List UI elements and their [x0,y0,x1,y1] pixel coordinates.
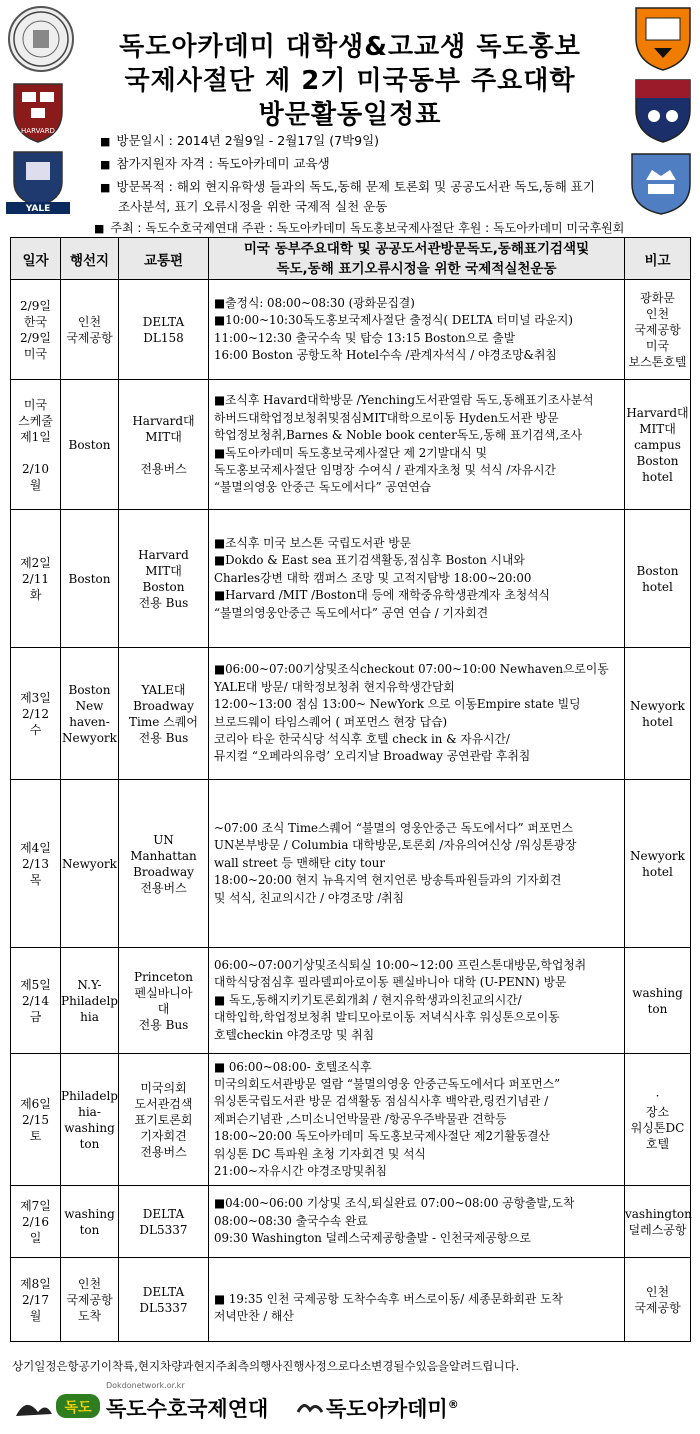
cell-note [625,280,691,380]
cell-activities-line: 미국의회도서관방문 열람 “불멸의영웅 안중근독도에서다 퍼포먼스” [214,1076,561,1091]
cell-note-line: 워싱톤DC [630,1120,685,1135]
cell-activities-line: 제퍼슨기념관 ,스미소니언박물관 /항공우주박물관 견학등 [214,1111,507,1126]
cell-note [625,780,691,948]
title-line-3: 방문활동일정표 [258,100,442,130]
cell-date-line: 화 [29,587,42,602]
cell-transport [119,1186,209,1258]
cell-transport-line: 기자회견 [140,1128,187,1143]
footer-site: Dokdonetwork.or.kr [106,1381,185,1390]
cell-route-line: Philadelp [61,993,118,1008]
cell-activities [209,1054,625,1186]
cell-note [625,380,691,510]
cell-note [625,1186,691,1258]
table-row [11,1186,691,1258]
cell-route-line: 국제공항 [66,1292,113,1307]
info-qualification: ■ 참가지원자 자격 : 독도아카데미 교육생 [100,156,330,171]
cell-date-line: 2/11 [22,571,49,586]
cell-date-line: 제3일 [20,690,51,705]
cell-route [61,1054,119,1186]
cell-date-line: 미국 [23,346,48,361]
cell-route [61,648,119,780]
cell-transport-line: MIT대 [145,563,182,578]
cell-date-line: 제1일 [20,429,51,444]
cell-route-line: New [75,698,104,713]
cell-activities-line [214,1273,618,1290]
cell-transport-line: DL158 [143,330,184,345]
shield-icon [6,148,70,214]
table-row [11,510,691,648]
cell-route-line: Boston [68,437,111,452]
cell-activities-line: 하버드대학업정보청취및점심MIT대학으로이동 Hyden도서관 방문 [214,410,559,425]
cell-note-line: Newyork [630,698,685,713]
cell-activities [209,510,625,648]
table-row [11,1054,691,1186]
cell-note [625,648,691,780]
header-date: 일자 [11,238,61,280]
cell-transport-line: DL5337 [139,1300,188,1315]
cell-note-line: campus [634,437,681,452]
cell-activities [209,948,625,1054]
cell-activities-line: wall street 등 맨해탄 city tour [214,855,386,870]
cell-date [11,1258,61,1342]
cell-transport-line: Time 스퀘어 [129,714,198,729]
cell-activities-line: 12:00~13:00 점심 13:00~ NewYork 으로 이동Empire state 빌딩 [214,697,581,712]
svg-text:HARVARD: HARVARD [21,127,55,135]
cell-date-line: 제8일 [20,1276,51,1291]
cell-route-line: Philadelp [61,1088,118,1103]
info-date: ■ 방문일시 : 2014년 2월9일 - 2월17일 (7박9일) [100,133,380,148]
cell-note-line: MIT대 [639,421,676,436]
yale-shield-logo [6,148,70,214]
cell-date [11,648,61,780]
dokdo-island-icon [12,1382,112,1422]
cell-note-line: washing [632,985,683,1000]
cell-activities-line: 호텔checkin 야경조망 및 취침 [214,1027,375,1042]
cell-activities-line: 코리아 타운 한국식당 석식후 호텔 check in & 자유시간/ [214,731,510,746]
cell-note-line: Harvard대 [626,405,689,420]
cell-transport-line: Boston [142,579,185,594]
cell-date-line: 한국 [23,314,48,329]
cell-transport-line: Broadway [133,864,194,879]
cell-note-line: 인천 [645,306,670,321]
cell-date [11,1186,61,1258]
cell-note-line: 미국 [645,338,670,353]
cell-transport [119,380,209,510]
header-note: 비고 [625,238,691,280]
cell-route [61,510,119,648]
cell-date-line: 2/17 [22,1292,49,1307]
svg-text:독도: 독도 [64,1400,92,1416]
cell-note-line: hotel [642,579,673,594]
cell-activities [209,380,625,510]
cell-transport [119,510,209,648]
cell-activities-line: ■ 독도,동해지키기토론회개최 / 현지유학생과의친교의시간/ [214,992,522,1007]
cell-date-line: 금 [29,1009,42,1024]
cell-activities-line: ■조식후 Havard대학방문 /Yenching도서관열람 독도,동해표기조사분석 [214,393,594,408]
cell-date-line: 제4일 [20,840,51,855]
cell-transport-line: 대 [157,1001,170,1016]
cell-route [61,948,119,1054]
wave-icon [296,1398,324,1416]
cell-activities-line: ■06:00~07:00기상및조식checkout 07:00~10:00 Newhaven으로이동 [214,662,609,677]
cell-activities-line: Charles강변 대학 캠퍼스 조망 및 고적지탐방 18:00~20:00 [214,570,532,585]
cell-date-line: 제6일 [20,1096,51,1111]
cell-transport [119,1054,209,1186]
cell-date [11,780,61,948]
cell-activities-line: YALE대 방문/ 대학정보청취 현지유학생간담회 [214,679,455,694]
cell-note-line: hotel [642,714,673,729]
cell-note [625,948,691,1054]
cell-transport-line: 펜실바니아 [134,985,193,1000]
bullet-icon: ■ [94,222,105,235]
cell-route-line: Newyork [62,856,117,871]
cell-activities-line: ■ 06:00~08:00- 호텔조식후 [214,1059,372,1074]
table-header-row [11,238,691,280]
cell-transport-line: DELTA [142,1284,185,1299]
cell-note-line: 국제공항 [634,322,681,337]
cell-transport-line: Harvard대 [132,413,195,428]
table-row [11,948,691,1054]
cell-route-line: Boston [68,571,111,586]
cell-route-line: 인천 [77,1276,102,1291]
cell-transport [119,1258,209,1342]
cell-activities-line: ■Dokdo & East sea 표기검색활동,점심후 Boston 시내와 [214,553,525,568]
cell-note-line: 광화문 [640,290,675,305]
cell-activities-line: 브로드웨이 타임스퀘어 ( 퍼포먼스 현장 답습) [214,714,448,729]
cell-date-line: 토 [29,1128,42,1143]
cell-date-line: 목 [29,872,42,887]
cell-date-line: 제2일 [20,555,51,570]
cell-date-line: 스케줄 [18,413,53,428]
shield-icon [628,150,694,216]
cell-note-line: hotel [642,864,673,879]
cell-date [11,510,61,648]
cell-date [11,380,61,510]
cell-route-line: hia [80,1009,99,1024]
footer-org1: 독도수호국제연대 [106,1397,269,1421]
cell-activities-line: ■10:00~10:30독도홍보국제사절단 출정식( DELTA 터미널 라운지) [214,313,574,328]
cell-transport-line: 전용 Bus [138,595,189,610]
cell-activities-line: 21:00~자유시간 야경조망및취침 [214,1164,387,1179]
cell-note-line: · [655,1088,660,1103]
cell-note-line: Newyork [630,848,685,863]
cell-date-line: 2/13 [22,856,49,871]
cell-note-line: 국제공항 [634,1300,681,1315]
table-row [11,780,691,948]
cell-activities-line: 18:00~20:00 독도아카데미 독도홍보국제사절단 제2기활동결산 [214,1129,550,1144]
cell-route-line: 국제공항 [66,330,113,345]
cell-note-line: ton [647,1001,668,1016]
cell-route-line: 도착 [77,1308,102,1323]
cell-route [61,280,119,380]
info-organizer: ■ 주최 : 독도수호국제연대 주관 : 독도아카데미 독도홍보국제사절단 후원 : 독도아카데미 미국후원회 [94,221,625,235]
cell-note-line: 보스톤호텔 [628,354,687,369]
cell-activities-line: 18:00~20:00 현지 뉴욕지역 현지언론 방송특파원들과의 기자회견 [214,873,562,888]
cell-date-line: 미국 [23,397,48,412]
bullet-icon: ■ [100,181,111,194]
cell-note-line: hotel [642,469,673,484]
cell-transport-line: Harvard [138,547,189,562]
table-row [11,280,691,380]
title-line-1: 독도아카데미 대학생&고교생 독도홍보 [119,32,581,62]
info-purpose-cont: 조사분석, 표기 오류시정을 위한 국제적 실천 운동 [118,199,388,214]
cell-activities-line: 대학입학,학업정보청취 발티모아로이동 저녁식사후 워싱톤으로이동 [214,1010,560,1025]
cell-activities-line: 09:30 Washington 덜레스국제공항출발 - 인천국제공항으로 [214,1231,531,1246]
svg-text:YALE: YALE [25,204,51,214]
cell-route [61,780,119,948]
cell-date-line: 2/10 [22,461,49,476]
cell-date-line: 월 [29,1308,42,1323]
cell-activities-line: ■조식후 미국 보스톤 국립도서관 방문 [214,535,412,550]
cell-activities-line: 11:00~12:30 출국수속 및 탑승 13:15 Boston으로 출발 [214,330,515,345]
cell-route-line: washing [64,1206,115,1221]
cell-activities [209,1186,625,1258]
cell-activities-line: ■Harvard /MIT /Boston대 등에 재학중유학생관계자 초청석식 [214,588,550,603]
cell-activities-line: 학업정보청취,Barnes & Noble book center독도,동해 표기검색,조사 [214,428,582,443]
cell-route-line: hia- [78,1104,101,1119]
cell-note-line: 덜레스공항 [628,1222,687,1237]
info-purpose: ■ 방문목적 : 해외 현지유학생 들과의 독도,동해 문제 토론회 및 공공도서관 독도,동해 표기 [100,179,595,194]
cell-activities-line: ■ 19:35 인천 국제공항 도착수속후 버스로이동/ 세종문화회관 도착 [214,1291,563,1306]
cell-transport-line: Broadway [133,698,194,713]
cell-activities [209,780,625,948]
cell-transport-line: 전용버스 [140,461,187,476]
cell-route-line: haven- [69,714,110,729]
title-line-2: 국제사절단 제 2기 미국동부 주요대학 [124,66,576,96]
cell-activities-line: 워싱톤국립도서관 방문 검색활동 점심식사후 백악관,링컨기념관 / [214,1094,549,1109]
cell-activities-line: 저녁만찬 / 해산 [214,1309,294,1324]
table-row [11,648,691,780]
cell-activities-line: 워싱톤 DC 특파원 초청 기자회견 및 석식 [214,1146,426,1161]
cell-activities [209,648,625,780]
cell-transport-line: 전용버스 [140,880,187,895]
cell-transport [119,648,209,780]
cell-activities-line: “불멸의영웅안중근 독도에서다” 공연 연습 / 기자회견 [214,605,489,620]
header-route: 행선지 [61,238,119,280]
cell-note [625,1054,691,1186]
cell-activities-line: “불멸의영웅 안중근 독도에서다” 공연연습 [214,480,432,495]
cell-note [625,510,691,648]
cell-date [11,948,61,1054]
cell-activities-line: 06:00~07:00기상및조식퇴실 10:00~12:00 프린스톤대방문,학업청취 [214,957,587,972]
cell-route-line: Boston [68,682,111,697]
cell-activities-line: 독도홍보국제사절단 임명장 수여식 / 관계자초청 및 석식 /자유시간 [214,462,556,477]
cell-route-line: N.Y- [77,977,102,992]
cell-activities-line: ■출정식: 08:00~08:30 (광화문집결) [214,295,415,310]
bullet-icon: ■ [100,158,111,171]
cell-transport-line: DL5337 [139,1222,188,1237]
cell-note-line: 인천 [645,1284,670,1299]
cell-transport-line [119,445,208,461]
cell-transport-line: YALE대 [141,682,186,697]
cell-activities-line: 16:00 Boston 공항도착 Hotel수속 /관계자석식 / 야경조망&취침 [214,347,557,362]
cell-activities-line: 대학식당점심후 필라델피아로이동 펜실바니아 대학 (U-PENN) 방문 [214,975,567,990]
schedule-table [10,237,691,1342]
cell-date [11,1054,61,1186]
cell-route [61,1186,119,1258]
cell-transport-line: DELTA [142,1206,185,1221]
cell-transport-line: DELTA [142,314,185,329]
cell-transport-line: 전용 Bus [138,730,189,745]
footer-logo-mark [12,1382,112,1422]
cell-date-line: 수 [29,722,42,737]
cell-note-line: Boston [636,453,679,468]
cell-route-line: washing [64,1120,115,1135]
cell-date-line: 2/9일 [20,330,51,345]
cell-date-line: 2/16 [22,1214,49,1229]
cell-transport [119,280,209,380]
cell-transport-line: Manhattan [130,848,197,863]
cell-route-line: ton [79,1222,100,1237]
cell-activities-line: UN본부방문 / Columbia 대학방문,토론회 /자유의여신상 /워싱톤광장 [214,838,577,853]
cell-route [61,380,119,510]
cell-note-line: 호텔 [645,1136,670,1151]
cell-activities-line: 08:00~08:30 출국수속 완료 [214,1213,368,1228]
cell-date-line: 2/15 [22,1112,49,1127]
cell-transport-line: Princeton [134,969,193,984]
cell-transport-line: 표기토론회 [134,1112,193,1127]
cell-activities-line: 및 석식, 친교의시간 / 야경조망 /취침 [214,890,404,905]
cell-activities [209,1258,625,1342]
cell-date-line: 2/12 [22,706,49,721]
footnote: 상기일정은항공기이착륙,현지차량과현지주최측의행사진행사정으로다소변경될수있음을알려드립니다. [12,1359,520,1373]
cell-activities-line: 뮤지컬 “오페라의유령’ 오리지날 Broadway 공연관람 후취침 [214,749,531,764]
cell-note-line: 장소 [645,1104,670,1119]
header-transport: 교통편 [119,238,209,280]
cell-activities-line: ■독도아카데미 독도홍보국제사절단 제 2기발대식 및 [214,445,487,460]
cell-transport-line: UN [153,832,174,847]
cell-transport-line: MIT대 [145,429,182,444]
cell-note-line: vashington [625,1206,692,1221]
cell-route [61,1258,119,1342]
cell-transport-line: 전용 Bus [138,1017,189,1032]
columbia-shield-logo [628,150,694,216]
cell-transport-line: 도서관검색 [134,1096,193,1111]
cell-date-line [11,445,60,461]
cell-route-line: 인천 [77,314,102,329]
cell-transport-line: 전용버스 [140,1144,187,1159]
cell-date-line: 2/9일 [20,298,51,313]
cell-activities-line: ~07:00 조식 Time스퀘어 “불멸의 영웅안중근 독도에서다” 퍼포먼스 [214,820,573,835]
cell-date-line: 일 [29,1230,42,1245]
table-row [11,380,691,510]
cell-date [11,280,61,380]
cell-date-line: 제5일 [20,977,51,992]
cell-transport [119,948,209,1054]
cell-transport-line: 미국의회 [140,1080,187,1095]
cell-date-line: 2/14 [22,993,49,1008]
header-main: 미국 동부주요대학 및 공공도서관방문독도,동해표기검색및 독도,동해 표기오류시정을 위한 국제적실천운동 [209,238,625,280]
cell-activities-line: ■04:00~06:00 기상및 조식,퇴실완료 07:00~08:00 공항출발,도착 [214,1196,575,1211]
cell-transport [119,780,209,948]
cell-activities [209,280,625,380]
cell-date-line: 월 [29,477,42,492]
footer-org2-mark [296,1398,324,1420]
cell-route-line: Newyork [62,730,117,745]
footer-org2: 독도아카데미® [326,1397,459,1421]
cell-note-line: Boston [636,563,679,578]
table-row [11,1258,691,1342]
cell-note [625,1258,691,1342]
bullet-icon: ■ [100,135,111,148]
cell-route-line: ton [79,1136,100,1151]
cell-date-line: 제7일 [20,1198,51,1213]
